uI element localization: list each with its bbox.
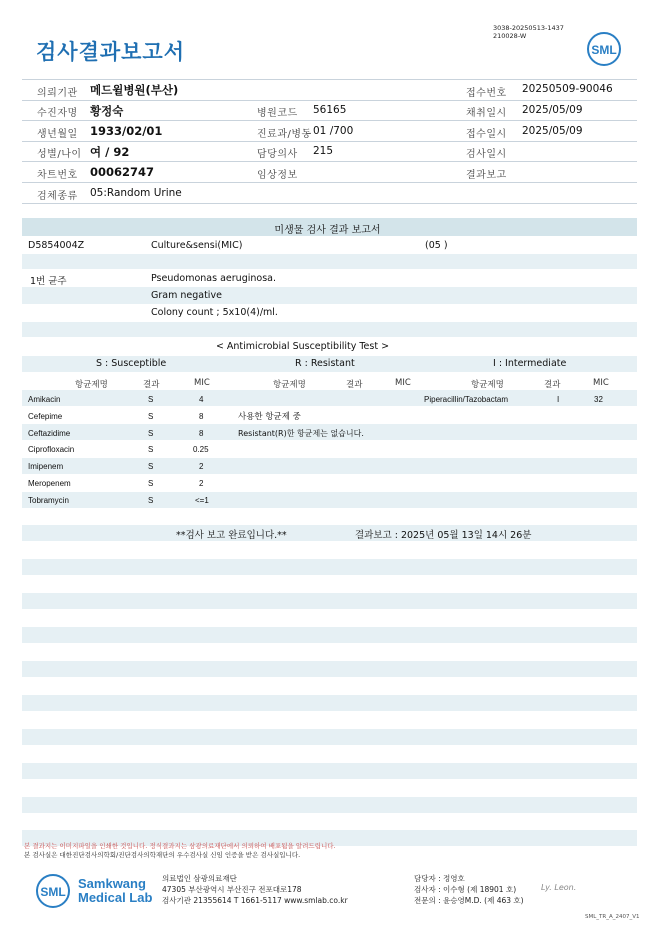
drug-name: Cefepime bbox=[28, 412, 63, 421]
test-date-label: 검사일시 bbox=[466, 149, 507, 160]
col-header-result: 결과 bbox=[544, 380, 561, 390]
birth-value: 1933/02/01 bbox=[90, 124, 163, 138]
staff-tester: 검사자 : 이수형 (제 18901 호) bbox=[414, 885, 517, 894]
legend-susceptible: S : Susceptible bbox=[96, 358, 167, 369]
specimen-label: 검체종류 bbox=[37, 191, 78, 202]
sex-age-label: 성별/나이 bbox=[37, 149, 82, 160]
receipt-no-value: 20250509-90046 bbox=[522, 83, 613, 95]
chart-no-value: 00062747 bbox=[90, 165, 155, 179]
report-section-title: 미생물 검사 결과 보고서 bbox=[274, 225, 381, 236]
col-header-mic: MIC bbox=[194, 378, 210, 388]
drug-mic: 2 bbox=[199, 462, 204, 471]
drug-result: S bbox=[148, 395, 154, 404]
result-report-label: 결과보고 bbox=[466, 170, 507, 181]
org-name: 의료법인 삼광의료재단 bbox=[162, 874, 237, 883]
notice-black: 본 검사실은 대한진단검사의학회/진단검사의학재단의 우수검사실 신임 인증을 받은 검사실입니다. bbox=[24, 851, 301, 859]
test-name: Culture&sensi(MIC) bbox=[151, 240, 243, 251]
col-header-mic: MIC bbox=[593, 378, 609, 388]
resistance-note-line1: 사용한 항균제 중 bbox=[238, 412, 301, 422]
col-header-drug: 항균제명 bbox=[471, 380, 504, 390]
col-header-result: 결과 bbox=[143, 380, 160, 390]
legend-intermediate: I : Intermediate bbox=[493, 358, 567, 369]
drug-name: Imipenem bbox=[28, 462, 64, 471]
resistance-note-line2: Resistant(R)한 항균제는 없습니다. bbox=[238, 429, 364, 438]
col-header-drug: 항균제명 bbox=[273, 380, 306, 390]
page-title: 검사결과보고서 bbox=[36, 40, 186, 64]
drug-result: S bbox=[148, 445, 154, 454]
staff-info bbox=[414, 873, 524, 906]
drug-mic: 8 bbox=[199, 429, 204, 438]
drug-name: Tobramycin bbox=[28, 496, 69, 505]
institution-value: 메드윌병원(부산) bbox=[90, 83, 179, 97]
sml-logo-icon: SML bbox=[36, 874, 70, 908]
drug-mic: 2 bbox=[199, 479, 204, 488]
drug-name: Ciprofloxacin bbox=[28, 445, 75, 454]
sex-age-value: 여 / 92 bbox=[90, 145, 130, 159]
clinical-label: 임상정보 bbox=[257, 170, 298, 181]
drug-name: Ceftazidime bbox=[28, 429, 71, 438]
drug-result: I bbox=[557, 395, 560, 404]
drug-name: Meropenem bbox=[28, 479, 71, 488]
chart-no-label: 차트번호 bbox=[37, 170, 78, 181]
collect-date-label: 채취일시 bbox=[466, 108, 507, 119]
drug-name: Piperacillin/Tazobactam bbox=[424, 395, 509, 404]
document-number: 3038-20250513-1437 210028-W bbox=[493, 24, 564, 40]
contact: 검사기관 21355614 T 1661-5117 www.smlab.co.kr bbox=[162, 896, 348, 905]
patient-name-label: 수진자명 bbox=[37, 108, 78, 119]
staff-specialist: 전문의 : 윤승영M.D. (제 463 호) bbox=[414, 896, 524, 905]
lab-address bbox=[162, 873, 348, 906]
hospital-code-value: 56165 bbox=[313, 104, 347, 116]
drug-mic: <=1 bbox=[195, 496, 209, 505]
dept-ward-value: 01 /700 bbox=[313, 125, 354, 137]
staff-manager: 담당자 : 정영호 bbox=[414, 874, 465, 883]
signature: Ly. Leon. bbox=[541, 883, 577, 892]
drug-result: S bbox=[148, 496, 154, 505]
patient-name-value: 황정숙 bbox=[90, 104, 124, 118]
drug-result: S bbox=[148, 429, 154, 438]
brand-name: Samkwang Medical Lab bbox=[78, 876, 153, 905]
col-header-drug: 항균제명 bbox=[75, 380, 108, 390]
drug-result: S bbox=[148, 479, 154, 488]
address: 47305 부산광역시 부산진구 전포대로178 bbox=[162, 885, 302, 894]
drug-mic: 0.25 bbox=[193, 445, 209, 454]
hospital-code-label: 병원코드 bbox=[257, 108, 298, 119]
birth-label: 생년월일 bbox=[37, 129, 78, 140]
report-time: 결과보고 : 2025년 05월 13일 14시 26분 bbox=[355, 530, 532, 541]
drug-result: S bbox=[148, 462, 154, 471]
notice-red: 본 결과지는 이미지파일을 인쇄한 것입니다. 정식결과지는 삼광의료재단에서 의뢰하여 배포됨을 알려드립니다. bbox=[24, 842, 336, 850]
doctor-value: 215 bbox=[313, 145, 334, 157]
ast-title: < Antimicrobial Susceptibility Test > bbox=[215, 341, 390, 352]
gram-stain: Gram negative bbox=[151, 290, 222, 301]
report-complete-text: **검사 보고 완료입니다.** bbox=[176, 530, 287, 541]
sml-logo-icon: SML bbox=[587, 32, 621, 66]
col-header-result: 결과 bbox=[346, 380, 363, 390]
receipt-date-label: 접수일시 bbox=[466, 129, 507, 140]
drug-name: Amikacin bbox=[28, 395, 61, 404]
test-code: D5854004Z bbox=[28, 240, 85, 251]
colony-count: Colony count ; 5x10(4)/ml. bbox=[151, 307, 278, 318]
receipt-date-value: 2025/05/09 bbox=[522, 125, 583, 137]
specimen-value: 05:Random Urine bbox=[90, 187, 182, 199]
institution-label: 의뢰기관 bbox=[37, 88, 78, 99]
drug-mic: 32 bbox=[594, 395, 603, 404]
receipt-no-label: 접수번호 bbox=[466, 88, 507, 99]
form-version: SML_TR_A_2407_V1 bbox=[585, 914, 640, 920]
col-header-mic: MIC bbox=[395, 378, 411, 388]
organism-label: 1번 균주 bbox=[30, 276, 67, 287]
collect-date-value: 2025/05/09 bbox=[522, 104, 583, 116]
drug-mic: 8 bbox=[199, 412, 204, 421]
test-count: (05 ) bbox=[425, 240, 448, 251]
legend-resistant: R : Resistant bbox=[295, 358, 355, 369]
doctor-label: 담당의사 bbox=[257, 149, 298, 160]
dept-ward-label: 진료과/병동 bbox=[257, 129, 312, 140]
drug-mic: 4 bbox=[199, 395, 204, 404]
drug-result: S bbox=[148, 412, 154, 421]
organism-name: Pseudomonas aeruginosa. bbox=[151, 273, 276, 284]
